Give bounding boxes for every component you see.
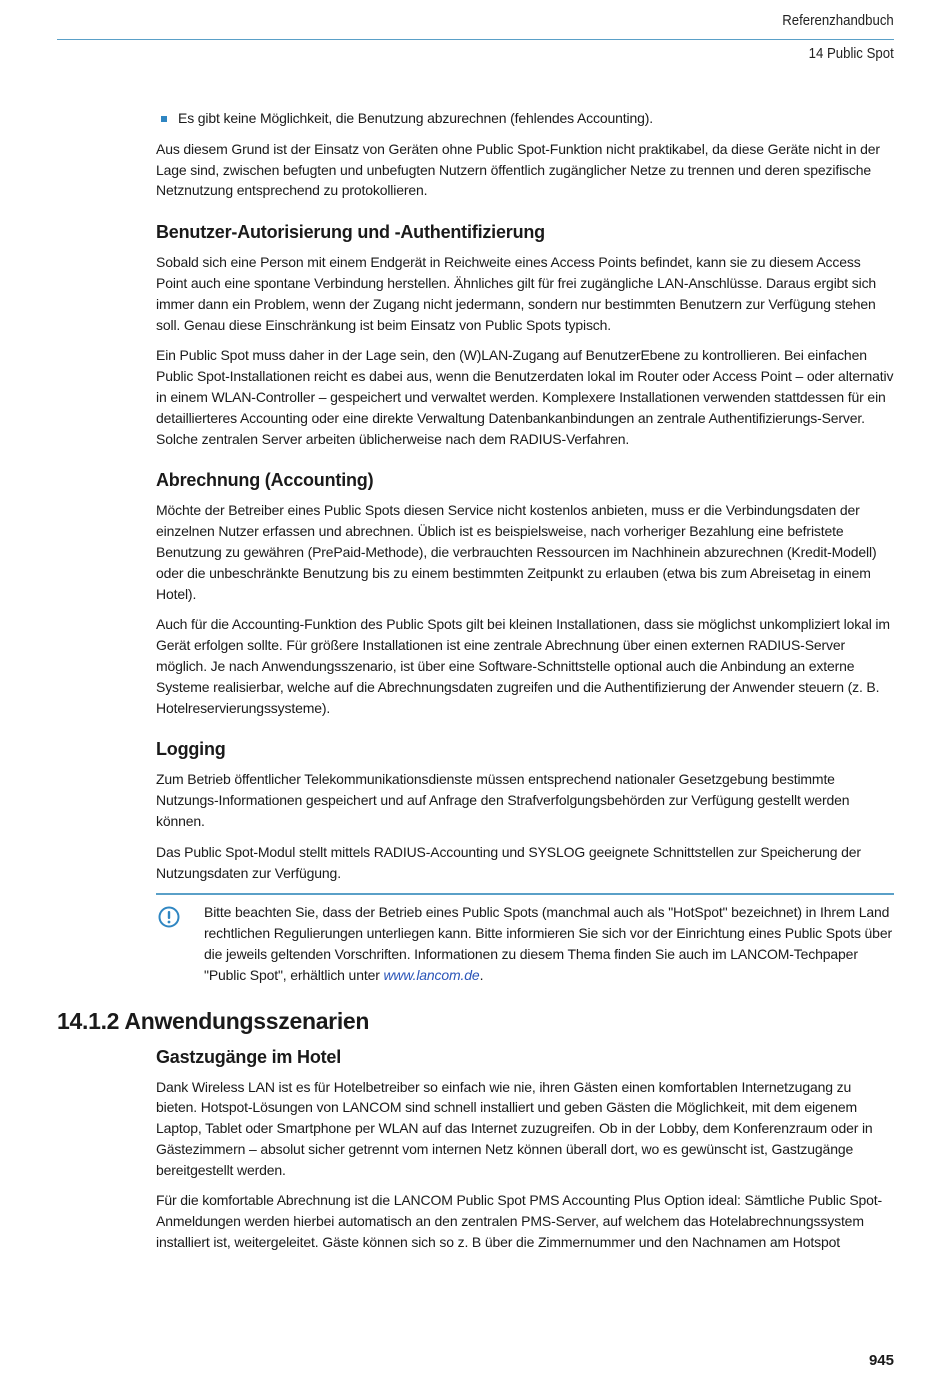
heading-hotel-guest-access: Gastzugänge im Hotel — [156, 1046, 342, 1067]
header-divider — [57, 39, 894, 40]
heading-accounting: Abrechnung (Accounting) — [156, 470, 374, 491]
heading-authorization: Benutzer-Autorisierung und -Authentifizierung — [156, 222, 545, 243]
auth-paragraph-2: Ein Public Spot muss daher in der Lage sein, den (W)LAN-Zugang auf BenutzerEbene zu kontrollieren. Bei einfachen Public Spot-Installationen reicht es dabei aus, wenn die Benutzerdaten lokal im Router oder Access Point – oder alternativ in einem WLAN-Controller – gespeichert und verwaltet werden. Komplexere Installationen verwenden stattdessen für ein detaillierteres Accounting oder eine direkte Verwaltung Datenbankanbindungen an zentrale Authentifizierungs-Server. Solche zentralen Server arbeiten üblicherweise nach dem RADIUS-Verfahren. — [156, 347, 894, 447]
note-suffix: . — [479, 966, 484, 983]
accounting-paragraph-1: Möchte der Betreiber eines Public Spots diesen Service nicht kostenlos anbieten, muss er die Verbindungsdaten der einzelnen Nutzer erfassen und abrechnen. Üblich ist es beispielsweise, nach vorheriger Bezahlung eine befristete Benutzung zu gewähren (PrePaid-Methode), die verbrauchten Ressourcen im Nachhinein abzurechnen (Kredit-Modell) oder die unbeschränkte Benutzung bis zu einem bestimmten Zeitpunkt zu erlauben (etwa bis zum Abreisetag in einem Hotel). — [156, 502, 877, 602]
exclamation-circle-icon — [158, 906, 180, 928]
note-text: Bitte beachten Sie, dass der Betrieb eines Public Spots (manchmal auch als "HotSpot" bezeichnet) in Ihrem Land rechtlichen Regulierungen unterliegen kann. Bitte informieren Sie sich vor der Einrichtung eines Public Spots über die jeweils geltenden Vorschriften. Informationen zu diesem Thema finden Sie auch im LANCOM-Techpaper "Public Spot", erhältlich unter — [204, 904, 892, 983]
page-body — [57, 108, 894, 1263]
heading-logging: Logging — [156, 739, 226, 760]
logging-paragraph-1: Zum Betrieb öffentlicher Telekommunikationsdienste müssen entsprechend nationaler Gesetzgebung bestimmte Nutzungs-Informationen gespeichert und auf Anfrage den Strafverfolgungsbehörden zur Verfügung gestellt werden können. — [156, 771, 850, 829]
auth-paragraph-1: Sobald sich eine Person mit einem Endgerät in Reichweite eines Access Points befindet, kann sie zu diesem Access Point auch eine spontane Verbindung herstellen. Ähnliches gilt für frei zugängliche LAN-Anschlüsse. Daraus ergibt sich immer dann ein Problem, wenn der Zugang nicht jedermann, sondern nur bestimmten Benutzern zur Verfügung stehen soll. Genau diese Einschränkung ist beim Einsatz von Public Spots typisch. — [156, 254, 877, 333]
logging-paragraph-2: Das Public Spot-Modul stellt mittels RADIUS-Accounting und SYSLOG geeignete Schnittstellen zur Speicherung der Nutzungsdaten zur Verfügung. — [156, 843, 861, 881]
heading-application-scenarios: 14.1.2 Anwendungsszenarien — [57, 1007, 370, 1034]
legal-note — [156, 893, 894, 985]
running-header-chapter: 14 Public Spot — [808, 45, 894, 62]
hotel-paragraph-1: Dank Wireless LAN ist es für Hotelbetreiber so einfach wie nie, ihren Gästen einen komfortablen Internetzugang zu bieten. Hotspot-Lösungen von LANCOM sind schnell installiert und geben Gästen die Möglichkeit, mit dem eigenem Laptop, Tablet oder Smartphone per WLAN auf das Internet zuzugreifen. Ob in der Lobby, dem Konferenzraum oder in Gästezimmern – absolut sicher getrennt vom internen Netz können überall dort, wo es gewünscht ist, Gastzugänge bereitgestellt werden. — [156, 1078, 873, 1178]
bullet-item — [156, 108, 894, 129]
bullet-text: Es gibt keine Möglichkeit, die Benutzung abzurechnen (fehlendes Accounting). — [178, 110, 654, 126]
running-header-title: Referenzhandbuch — [782, 12, 894, 29]
intro-paragraph: Aus diesem Grund ist der Einsatz von Geräten ohne Public Spot-Funktion nicht praktikabel, da diese Geräte nicht in der Lage sind, zwischen befugten und unbefugten Nutzern öffentlich zugänglicher Netze zu trennen und deren spezifische Netznutzung entsprechend zu protokollieren. — [156, 140, 880, 199]
square-bullet-icon — [161, 116, 167, 122]
page-number: 945 — [868, 1352, 894, 1369]
lancom-link[interactable]: www.lancom.de — [383, 966, 480, 983]
hotel-paragraph-2: Für die komfortable Abrechnung ist die LANCOM Public Spot PMS Accounting Plus Option ideal: Sämtliche Public Spot-Anmeldungen werden hierbei automatisch an den zentralen PMS-Server, auf welchem das Hotelabrechnungssystem installiert ist, weitergeleitet. Gäste können sich so z. B über die Zimmernummer und den Nachnamen am Hotspot — [156, 1192, 883, 1251]
accounting-paragraph-2: Auch für die Accounting-Funktion des Public Spots gilt bei kleinen Installationen, dass sie möglichst unkompliziert lokal im Gerät erfolgen sollte. Für größere Installationen ist eine zentrale Abrechnung über einen externen RADIUS-Server möglich. Je nach Anwendungsszenario, ist über eine Software-Schnittstelle optional auch die Anbindung an externe Systeme realisierbar, welche auf die Abrechnungsdaten zugreifen und die Authentifizierung der Anwender steuern (z. B. Hotelreservierungssysteme). — [156, 616, 890, 716]
